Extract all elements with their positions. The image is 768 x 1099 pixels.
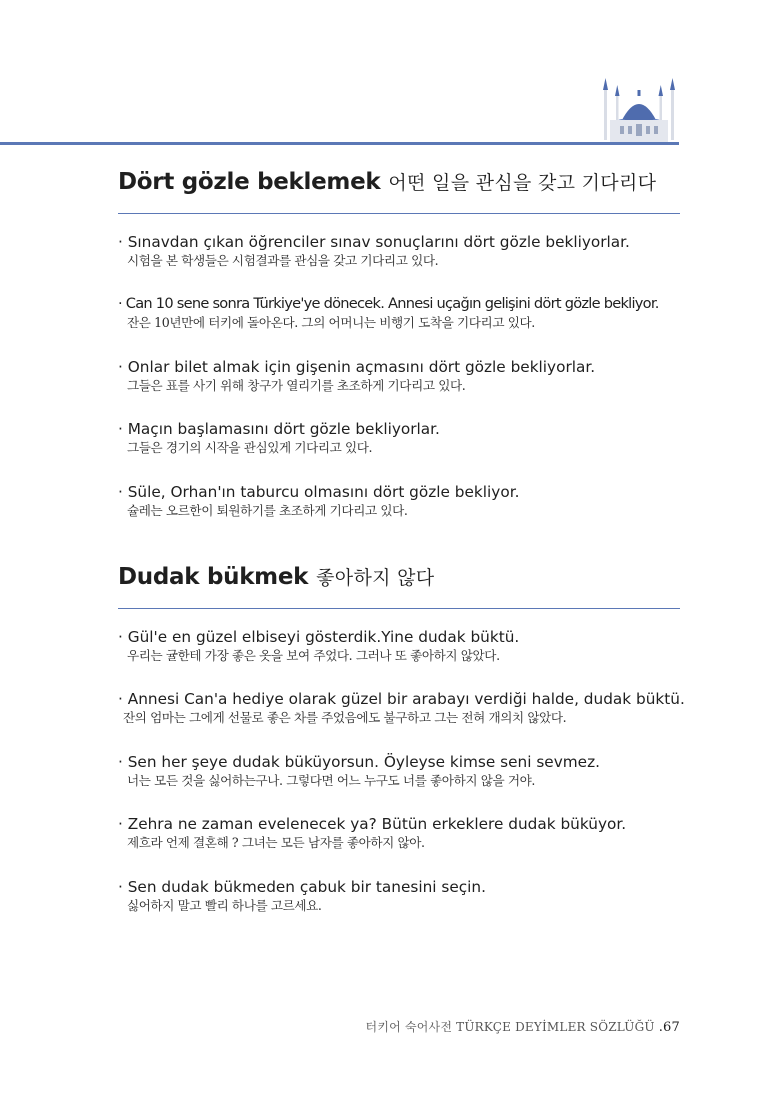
example-ko: 너는 모든 것을 싫어하는구나. 그렇다면 어느 누구도 너를 좋아하지 않을 거야.: [127, 773, 535, 788]
example-item: [118, 814, 680, 852]
example-item: [118, 294, 680, 332]
footer-title: 터키어 숙어사전 TÜRKÇE DEYİMLER SÖZLÜĞÜ: [365, 1020, 655, 1034]
example-item: [118, 232, 680, 270]
example-tr: · Onlar bilet almak için gişenin açmasını dört gözle bekliyorlar.: [118, 358, 596, 376]
example-item: [118, 482, 680, 520]
example-ko: 그들은 표를 사기 위해 창구가 열리기를 초조하게 기다리고 있다.: [127, 378, 466, 393]
example-ko: 잔은 10년만에 터키에 돌아온다. 그의 어머니는 비행기 도착을 기다리고 있다.: [127, 315, 535, 330]
example-ko: 그들은 경기의 시작을 관심있게 기다리고 있다.: [127, 440, 373, 455]
example-tr: · Annesi Can'a hediye olarak güzel bir arabayı verdiği halde, dudak büktü.: [118, 690, 685, 708]
example-item: [118, 877, 680, 915]
example-tr: · Sen dudak bükmeden çabuk bir tanesini seçin.: [118, 878, 486, 896]
header-rule: [0, 142, 679, 145]
example-item: [118, 627, 680, 665]
example-item: [118, 419, 680, 457]
idiom-section-1: [118, 168, 680, 518]
page-footer: [366, 1018, 680, 1035]
idiom-title-tr: Dört gözle beklemek: [118, 169, 381, 195]
example-tr: · Süle, Orhan'ın taburcu olmasını dört gözle bekliyor.: [118, 483, 520, 501]
mosque-icon: [598, 76, 680, 144]
example-ko: 잔의 엄마는 그에게 선물로 좋은 차를 주었음에도 불구하고 그는 전혀 개의치 않았다.: [123, 710, 567, 725]
idiom-section-2: [118, 563, 685, 913]
section-divider: [118, 213, 680, 214]
example-ko: 제흐라 언제 결혼해 ? 그녀는 모든 남자를 좋아하지 않아.: [127, 835, 425, 850]
example-ko: 우리는 귤한테 가장 좋은 옷을 보여 주었다. 그러나 또 좋아하지 않았다.: [127, 648, 500, 663]
example-tr: · Maçın başlamasını dört gözle bekliyorlar.: [118, 420, 440, 438]
idiom-title-ko: 좋아하지 않다: [316, 567, 435, 589]
example-tr: · Zehra ne zaman evelenecek ya? Bütün erkeklere dudak büküyor.: [118, 815, 627, 833]
page-number: .67: [658, 1020, 680, 1035]
idiom-heading: [118, 563, 680, 599]
idiom-heading: [118, 168, 680, 204]
example-tr: · Sınavdan çıkan öğrenciler sınav sonuçlarını dört gözle bekliyorlar.: [118, 233, 630, 251]
example-item: [118, 752, 680, 790]
example-tr: · Can 10 sene sonra Türkiye'ye dönecek. Annesi uçağın gelişini dört gözle bekliyor.: [118, 295, 659, 312]
section-divider: [118, 608, 680, 609]
example-tr: · Gül'e en güzel elbiseyi gösterdik.Yine dudak büktü.: [118, 628, 520, 646]
idiom-title-ko: 어떤 일을 관심을 갖고 기다리다: [388, 172, 657, 194]
example-ko: 시험을 본 학생들은 시험결과를 관심을 갖고 기다리고 있다.: [127, 253, 439, 268]
example-item: [118, 357, 680, 395]
example-ko: 슐레는 오르한이 퇴원하기를 초조하게 기다리고 있다.: [127, 503, 408, 518]
example-item: [118, 689, 685, 727]
example-tr: · Sen her şeye dudak büküyorsun. Öyleyse kimse seni sevmez.: [118, 753, 600, 771]
idiom-title-tr: Dudak bükmek: [118, 564, 309, 590]
example-ko: 싫어하지 말고 빨리 하나를 고르세요.: [127, 898, 322, 913]
